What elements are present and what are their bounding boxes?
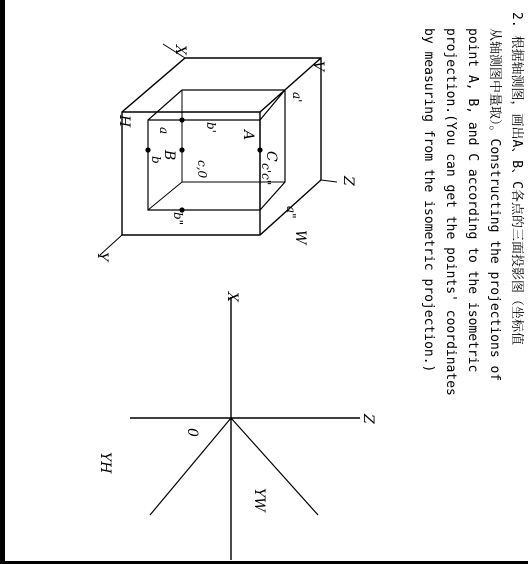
inner-box-top-edges [148, 90, 285, 120]
problem-statement-line-5: by measuring from the isometric projection.) [421, 28, 436, 373]
label-proj-x [224, 291, 240, 303]
problem-statement-line-1: 根据轴测图，画出A、B、C各点的三面投影图（坐标值 [509, 35, 524, 345]
svg-text:W: W [292, 230, 308, 245]
inner-box-hidden-diagonal [148, 182, 182, 210]
projection-axes [97, 291, 376, 560]
svg-text:C: C [263, 151, 279, 162]
label-point-a [240, 128, 256, 140]
svg-text:A: A [240, 130, 256, 141]
point-dot-c [257, 147, 262, 152]
label-axis-x [172, 44, 188, 56]
label-axis-z [340, 175, 356, 186]
label-a-h [157, 127, 171, 134]
svg-text:Z: Z [340, 176, 356, 186]
svg-text:V: V [310, 61, 326, 72]
problem-statement-line-4: projection.(You can get the points' coordinates [443, 28, 458, 396]
svg-text:b': b' [204, 122, 218, 133]
yw-bisector-line [231, 418, 318, 515]
svg-text:YH: YH [97, 452, 113, 474]
label-plane-v [310, 61, 326, 73]
label-plane-w [292, 230, 308, 246]
axis-z-extension [321, 180, 337, 182]
label-a-w [284, 206, 298, 219]
label-axis-y [94, 252, 110, 263]
label-c-v-c-w [259, 163, 273, 185]
svg-text:a: a [157, 127, 171, 135]
svg-text:X: X [172, 45, 188, 55]
problem-statement-line-2: 从轴测图中量取）。Constructing the projections of [487, 28, 502, 382]
label-b-h [149, 156, 163, 164]
point-dot-b-v [179, 117, 184, 122]
isometric-diagram [94, 44, 356, 263]
label-b-v [204, 122, 218, 133]
svg-text:B: B [161, 150, 177, 161]
svg-text:c'c": c'c" [259, 163, 273, 186]
label-proj-z [360, 413, 376, 424]
problem-text-block [421, 12, 525, 396]
svg-text:X: X [224, 292, 240, 302]
svg-text:H: H [116, 115, 132, 128]
label-plane-h [116, 114, 132, 128]
label-b-w [171, 212, 185, 225]
svg-text:a': a' [290, 92, 304, 103]
svg-text:YW: YW [251, 488, 267, 512]
label-proj-origin [184, 428, 200, 437]
svg-text:Z: Z [360, 414, 376, 424]
svg-text:Y: Y [94, 252, 110, 262]
label-a-v [290, 92, 304, 102]
label-point-c [263, 151, 279, 162]
problem-statement-line-3: point A, B, and C according to the isometric [465, 28, 480, 373]
point-dot-c-v [179, 147, 184, 152]
svg-text:b: b [149, 156, 163, 164]
label-c-0 [195, 160, 209, 179]
svg-text:c,0: c,0 [195, 160, 209, 179]
svg-text:a": a" [284, 206, 298, 219]
point-dot-b [145, 147, 150, 152]
label-proj-yw [251, 488, 267, 513]
problem-line-1 [509, 12, 525, 345]
label-proj-yh [97, 452, 113, 474]
problem-number: 2. [509, 12, 524, 28]
svg-text:0: 0 [184, 428, 200, 437]
outer-box-front-top [122, 58, 321, 112]
svg-text:b": b" [171, 212, 185, 226]
